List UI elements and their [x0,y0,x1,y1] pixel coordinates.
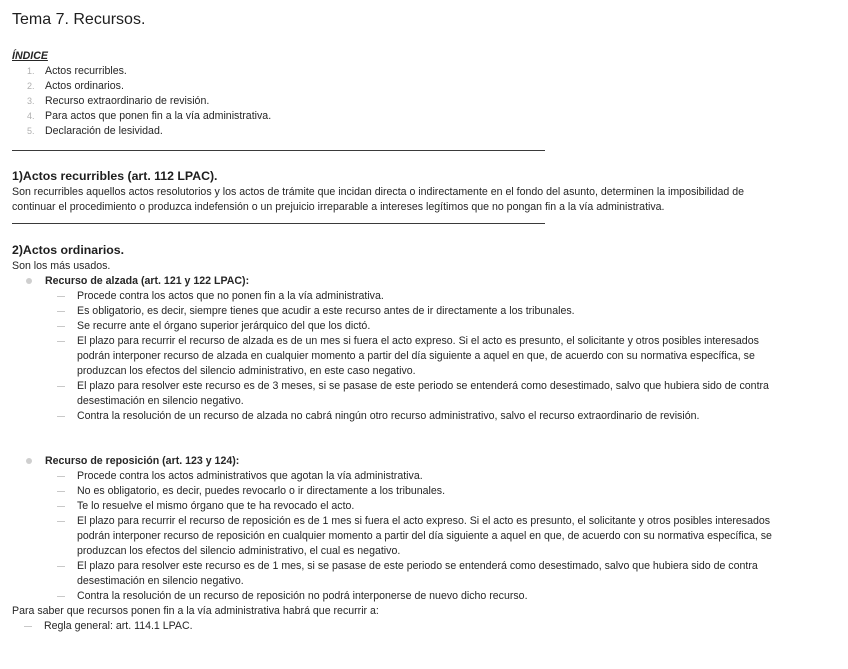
dash-icon [57,326,65,327]
dash-icon [57,476,65,477]
list-item: Procede contra los actos que no ponen fin a la vía administrativa. [77,289,836,304]
dash-icon [57,386,65,387]
section-intro: Son los más usados. [12,260,111,272]
dash-icon [57,521,65,522]
list-item: Se recurre ante el órgano superior jerárquico del que los dictó. [77,319,836,334]
page-title: Tema 7. Recursos. [12,11,146,28]
index-list [12,64,836,139]
list-item: Regla general: art. 114.1 LPAC. [44,619,836,634]
section-heading-actos-ordinarios: 2)Actos ordinarios. [12,243,125,257]
list-item: Procede contra los actos administrativos que agotan la vía administrativa. [77,469,836,484]
bullet-icon [26,278,32,284]
dash-icon [57,596,65,597]
dash-icon [57,311,65,312]
list-item: El plazo para resolver este recurso es de 3 meses, si se pasase de este periodo se entenderá como desestimado, salvo que hubiera sido de contra desestimación en silencio negativo. [77,379,836,409]
reposicion-points [45,469,836,604]
section-heading-actos-recurribles: 1)Actos recurribles (art. 112 LPAC). [12,169,218,183]
list-item: Te lo resuelve el mismo órgano que te ha revocado el acto. [77,499,836,514]
alzada-points [45,289,836,424]
divider [12,150,545,151]
bullet-icon [26,458,32,464]
alzada-title: Recurso de alzada (art. 121 y 122 LPAC): [45,275,250,287]
dash-icon [57,566,65,567]
list-item: El plazo para recurrir el recurso de alzada es de un mes si fuera el acto expreso. Si el acto es presunto, el solicitante y otros posibles interesados podrán interponer recurso de alzada en cualquier momento a partir del día siguiente a aquel en que, de acuerdo con su normativa específica, se produzcan los efectos del silencio administrativo, en este caso negativo. [77,334,836,379]
index-item: 3. Recurso extraordinario de revisión. [27,95,210,107]
list-item: El plazo para recurrir el recurso de reposición es de 1 mes si fuera el acto expreso. Si el acto es presunto, el solicitante y otros posibles interesados podrán interponer recurso de reposición en cualquier momento a partir del día siguiente a aquel en que, de acuerdo con su normativa específica, se produzcan los efectos del silencio administrativo, el cual es negativo. [77,514,836,559]
list-item: Es obligatorio, es decir, siempre tienes que acudir a este recurso antes de ir directamente a los tribunales. [77,304,836,319]
dash-icon [24,626,32,627]
list-item: El plazo para resolver este recurso es de 1 mes, si se pasase de este periodo se entenderá como desestimado, salvo que hubiera sido de contra desestimación en silencio negativo. [77,559,836,589]
list-item-reposicion [45,454,836,604]
dash-icon [57,506,65,507]
index-heading: ÍNDICE [12,50,48,62]
list-item: No es obligatorio, es decir, puedes revocarlo o ir directamente a los tribunales. [77,484,836,499]
dash-icon [57,491,65,492]
general-rule-list [12,619,836,634]
closing-text: Para saber que recursos ponen fin a la vía administrativa habrá que recurrir a: [12,605,379,617]
reposicion-title: Recurso de reposición (art. 123 y 124): [45,455,240,467]
list-item: Contra la resolución de un recurso de alzada no cabrá ningún otro recurso administrativo, salvo el recurso extraordinario de revisión. [77,409,836,424]
index-item: 4. Para actos que ponen fin a la vía administrativa. [27,110,272,122]
dash-icon [57,341,65,342]
divider [12,223,545,224]
section-body: Son recurribles aquellos actos resolutorios y los actos de trámite que incidan directa o indirectamente en el fondo del asunto, determinen la imposibilidad de continuar el procedimiento o produzca indefensión o un prejuicio irreparable a intereses legítimos que no pongan fin a la vía administrativa. [12,186,744,213]
list-item-alzada [45,274,836,454]
dash-icon [57,296,65,297]
index-item: 2. Actos ordinarios. [27,80,124,92]
list-item: Contra la resolución de un recurso de reposición no podrá interponerse de nuevo dicho recurso. [77,589,836,604]
recursos-list [12,274,836,604]
index-item: 5. Declaración de lesividad. [27,125,163,137]
index-item: 1. Actos recurribles. [27,65,127,77]
dash-icon [57,416,65,417]
